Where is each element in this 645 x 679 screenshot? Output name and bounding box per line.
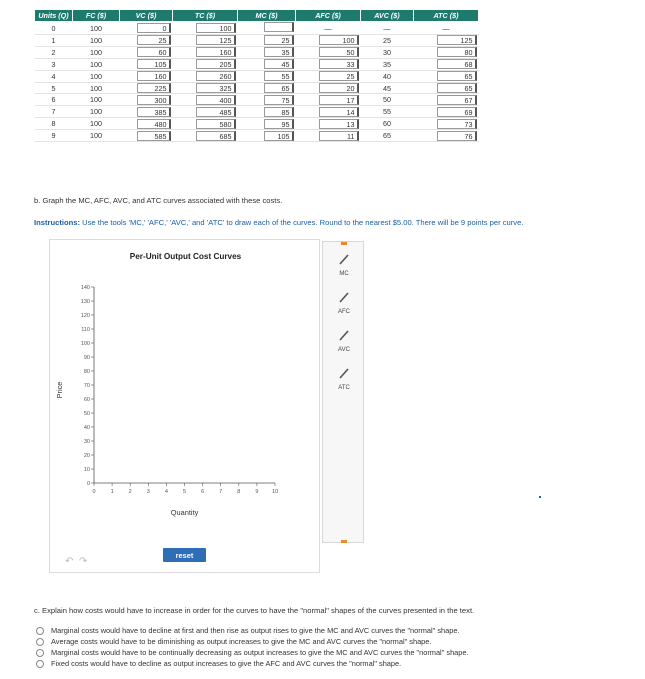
y-tick-label: 60 bbox=[83, 397, 90, 403]
vc-input[interactable]: 480 bbox=[137, 119, 171, 129]
cell-atc: — bbox=[414, 22, 479, 35]
afc-input[interactable]: 50 bbox=[319, 47, 359, 57]
atc-input[interactable]: 68 bbox=[437, 59, 477, 69]
tc-input[interactable]: 485 bbox=[196, 107, 236, 117]
afc-input[interactable]: 33 bbox=[319, 59, 359, 69]
instructions-text: Use the tools 'MC,' 'AFC,' 'AVC,' and 'ATC' to draw each of the curves. Round to the nearest $5.00. There will be 9 points per curve. bbox=[82, 218, 524, 227]
cell-atc bbox=[414, 70, 479, 82]
cell-vc bbox=[120, 130, 173, 142]
cell-fc: 100 bbox=[73, 58, 120, 70]
atc-input[interactable]: 69 bbox=[437, 107, 477, 117]
tc-input[interactable]: 205 bbox=[196, 59, 236, 69]
cell-tc bbox=[173, 22, 238, 35]
instructions-label: Instructions: bbox=[34, 218, 80, 227]
part-c-question: c. Explain how costs would have to increase in order for the curves to have the "normal" shapes of the curves presented in the text. bbox=[34, 606, 475, 615]
cell-mc bbox=[238, 82, 296, 94]
cell-vc bbox=[120, 58, 173, 70]
tool-label: ATC bbox=[338, 385, 350, 391]
y-tick-label: 90 bbox=[83, 355, 90, 361]
undo-icon[interactable]: ↶ bbox=[65, 556, 74, 567]
y-tick-label: 10 bbox=[83, 467, 90, 473]
tc-input[interactable]: 580 bbox=[196, 119, 236, 129]
choice-option[interactable] bbox=[36, 648, 469, 657]
header-units: Units (Q) bbox=[35, 10, 73, 22]
cell-mc bbox=[238, 130, 296, 142]
cell-q: 2 bbox=[35, 46, 73, 58]
afc-input[interactable]: 14 bbox=[319, 107, 359, 117]
cell-fc: 100 bbox=[73, 70, 120, 82]
vc-input[interactable]: 585 bbox=[137, 131, 171, 141]
cell-afc bbox=[296, 130, 361, 142]
cell-afc bbox=[296, 35, 361, 47]
cell-fc: 100 bbox=[73, 82, 120, 94]
cell-vc bbox=[120, 118, 173, 130]
header-avc: AVC ($) bbox=[361, 10, 414, 22]
afc-input[interactable]: 100 bbox=[319, 35, 359, 45]
y-tick-label: 50 bbox=[83, 411, 90, 417]
mc-input[interactable]: 65 bbox=[264, 83, 294, 93]
x-tick-label: 10 bbox=[271, 489, 279, 495]
mc-input[interactable]: 75 bbox=[264, 95, 294, 105]
cell-tc bbox=[173, 94, 238, 106]
part-b-text: b. Graph the MC, AFC, AVC, and ATC curves associated with these costs. bbox=[34, 196, 283, 205]
table-row bbox=[35, 35, 479, 47]
x-tick-label: 0 bbox=[92, 489, 96, 495]
x-tick-label: 9 bbox=[255, 489, 259, 495]
mc-input[interactable] bbox=[264, 22, 294, 32]
atc-input[interactable]: 80 bbox=[437, 47, 477, 57]
cell-mc bbox=[238, 106, 296, 118]
cell-afc bbox=[296, 106, 361, 118]
cell-mc bbox=[238, 35, 296, 47]
table-row bbox=[35, 46, 479, 58]
y-tick-label: 100 bbox=[80, 341, 90, 347]
cell-vc bbox=[120, 35, 173, 47]
x-tick-label: 7 bbox=[219, 489, 223, 495]
tool-afc[interactable] bbox=[323, 290, 365, 315]
vc-input[interactable]: 160 bbox=[137, 71, 171, 81]
choice-label: Average costs would have to be diminishing as output increases to give the MC and AVC curves the "normal" shape. bbox=[51, 637, 432, 646]
cell-avc: 60 bbox=[361, 118, 414, 130]
choice-label: Marginal costs would have to be continually decreasing as output increases to give the MC and AVC curves the "normal" shape. bbox=[51, 648, 469, 657]
mc-input[interactable]: 55 bbox=[264, 71, 294, 81]
afc-input[interactable]: 13 bbox=[319, 119, 359, 129]
tool-label: AFC bbox=[338, 309, 350, 315]
mc-input[interactable]: 25 bbox=[264, 35, 294, 45]
cell-avc: 35 bbox=[361, 58, 414, 70]
pencil-icon bbox=[339, 367, 349, 379]
radio-button[interactable] bbox=[36, 649, 44, 657]
choice-label: Fixed costs would have to decline as output increases to give the AFC and AVC curves the "normal" shape. bbox=[51, 659, 402, 668]
header-fc: FC ($) bbox=[73, 10, 120, 22]
choice-option[interactable] bbox=[36, 659, 401, 668]
vc-input[interactable]: 225 bbox=[137, 83, 171, 93]
cell-tc bbox=[173, 70, 238, 82]
choice-option[interactable] bbox=[36, 637, 431, 646]
stray-dot bbox=[539, 496, 541, 498]
cell-avc: 25 bbox=[361, 35, 414, 47]
cell-vc bbox=[120, 82, 173, 94]
tool-label: AVC bbox=[338, 347, 350, 353]
cell-fc: 100 bbox=[73, 22, 120, 35]
cell-vc bbox=[120, 70, 173, 82]
radio-button[interactable] bbox=[36, 638, 44, 646]
cell-mc bbox=[238, 70, 296, 82]
graph-panel[interactable] bbox=[49, 239, 320, 573]
atc-input[interactable]: 125 bbox=[437, 35, 477, 45]
palette-bottom-handle[interactable] bbox=[341, 540, 347, 543]
table-row bbox=[35, 70, 479, 82]
cell-atc bbox=[414, 58, 479, 70]
mc-input[interactable]: 105 bbox=[264, 131, 294, 141]
x-tick-label: 4 bbox=[164, 489, 168, 495]
cell-afc: — bbox=[296, 22, 361, 35]
header-vc: VC ($) bbox=[120, 10, 173, 22]
tc-input[interactable]: 685 bbox=[196, 131, 236, 141]
cell-fc: 100 bbox=[73, 35, 120, 47]
cell-q: 3 bbox=[35, 58, 73, 70]
cell-mc bbox=[238, 58, 296, 70]
y-tick-label: 140 bbox=[80, 285, 90, 291]
choice-label: Marginal costs would have to decline at first and then rise as output rises to give the MC and AVC curves the "normal" shape. bbox=[51, 626, 460, 635]
tool-avc[interactable] bbox=[323, 328, 365, 353]
cell-q: 5 bbox=[35, 82, 73, 94]
cell-vc bbox=[120, 46, 173, 58]
table-row bbox=[35, 106, 479, 118]
cell-avc: 40 bbox=[361, 70, 414, 82]
atc-input[interactable]: 73 bbox=[437, 119, 477, 129]
tool-mc[interactable] bbox=[323, 252, 365, 277]
cell-avc: 45 bbox=[361, 82, 414, 94]
cell-vc bbox=[120, 22, 173, 35]
tool-atc[interactable] bbox=[323, 366, 365, 391]
x-tick-label: 2 bbox=[128, 489, 132, 495]
chart-title: Per-Unit Output Cost Curves bbox=[129, 252, 242, 261]
atc-input[interactable]: 67 bbox=[437, 95, 477, 105]
mc-input[interactable]: 45 bbox=[264, 59, 294, 69]
tc-input[interactable]: 325 bbox=[196, 83, 236, 93]
cell-mc bbox=[238, 94, 296, 106]
radio-button[interactable] bbox=[36, 660, 44, 668]
cell-atc bbox=[414, 82, 479, 94]
cell-tc bbox=[173, 106, 238, 118]
vc-input[interactable]: 300 bbox=[137, 95, 171, 105]
afc-input[interactable]: 20 bbox=[319, 83, 359, 93]
x-tick-label: 8 bbox=[237, 489, 241, 495]
y-tick-label: 40 bbox=[83, 425, 90, 431]
cell-q: 4 bbox=[35, 70, 73, 82]
vc-input[interactable]: 25 bbox=[137, 35, 171, 45]
redo-icon[interactable]: ↷ bbox=[79, 556, 88, 567]
cell-vc bbox=[120, 94, 173, 106]
atc-input[interactable]: 65 bbox=[437, 83, 477, 93]
header-atc: ATC ($) bbox=[414, 10, 479, 22]
atc-input[interactable]: 65 bbox=[437, 71, 477, 81]
cell-q: 6 bbox=[35, 94, 73, 106]
x-tick-label: 1 bbox=[110, 489, 114, 495]
reset-button[interactable]: reset bbox=[163, 548, 206, 562]
cell-avc: 50 bbox=[361, 94, 414, 106]
vc-input[interactable]: 105 bbox=[137, 59, 171, 69]
cell-atc bbox=[414, 35, 479, 47]
table-row bbox=[35, 22, 479, 35]
cell-tc bbox=[173, 35, 238, 47]
tc-input[interactable]: 100 bbox=[196, 23, 236, 33]
header-mc: MC ($) bbox=[238, 10, 296, 22]
cell-vc bbox=[120, 106, 173, 118]
y-tick-label: 120 bbox=[80, 313, 90, 319]
cell-atc bbox=[414, 130, 479, 142]
cell-q: 8 bbox=[35, 118, 73, 130]
afc-input[interactable]: 25 bbox=[319, 71, 359, 81]
table-row bbox=[35, 94, 479, 106]
cell-mc bbox=[238, 46, 296, 58]
header-afc: AFC ($) bbox=[296, 10, 361, 22]
tc-input[interactable]: 125 bbox=[196, 35, 236, 45]
cell-mc bbox=[238, 118, 296, 130]
mc-input[interactable]: 95 bbox=[264, 119, 294, 129]
x-tick-label: 5 bbox=[182, 489, 187, 495]
cell-afc bbox=[296, 70, 361, 82]
y-axis-label: Price bbox=[55, 381, 64, 399]
cell-atc bbox=[414, 106, 479, 118]
cost-table bbox=[34, 9, 479, 142]
instructions bbox=[34, 218, 523, 227]
palette-top-handle[interactable] bbox=[341, 242, 347, 245]
x-axis-label: Quantity bbox=[170, 508, 199, 517]
table-row bbox=[35, 58, 479, 70]
cell-avc: — bbox=[361, 22, 414, 35]
y-tick-label: 0 bbox=[86, 481, 90, 487]
cell-tc bbox=[173, 46, 238, 58]
pencil-icon bbox=[339, 291, 349, 303]
cell-afc bbox=[296, 58, 361, 70]
cost-curve-chart[interactable] bbox=[50, 240, 321, 574]
y-tick-label: 70 bbox=[83, 383, 90, 389]
cell-atc bbox=[414, 94, 479, 106]
vc-input[interactable]: 385 bbox=[137, 107, 171, 117]
choice-option[interactable] bbox=[36, 626, 460, 635]
vc-input[interactable]: 0 bbox=[137, 23, 171, 33]
table-header-row bbox=[35, 10, 479, 22]
cell-avc: 65 bbox=[361, 130, 414, 142]
drawing-tools-palette bbox=[322, 241, 364, 543]
cell-afc bbox=[296, 46, 361, 58]
table-row bbox=[35, 82, 479, 94]
part-b-prompt bbox=[34, 196, 282, 205]
header-tc: TC ($) bbox=[173, 10, 238, 22]
y-tick-label: 30 bbox=[83, 439, 90, 445]
cell-atc bbox=[414, 46, 479, 58]
cell-fc: 100 bbox=[73, 106, 120, 118]
cell-afc bbox=[296, 94, 361, 106]
y-tick-label: 130 bbox=[80, 299, 90, 305]
x-tick-label: 3 bbox=[146, 489, 150, 495]
table-row bbox=[35, 118, 479, 130]
cell-tc bbox=[173, 118, 238, 130]
cell-q: 7 bbox=[35, 106, 73, 118]
pencil-icon bbox=[339, 329, 349, 341]
cell-fc: 100 bbox=[73, 46, 120, 58]
vc-input[interactable]: 60 bbox=[137, 47, 171, 57]
radio-button[interactable] bbox=[36, 627, 44, 635]
cell-tc bbox=[173, 58, 238, 70]
y-tick-label: 110 bbox=[81, 327, 90, 333]
mc-input[interactable]: 85 bbox=[264, 107, 294, 117]
cell-q: 1 bbox=[35, 35, 73, 47]
cell-fc: 100 bbox=[73, 94, 120, 106]
tc-input[interactable]: 260 bbox=[196, 71, 236, 81]
cell-avc: 55 bbox=[361, 106, 414, 118]
pencil-icon bbox=[339, 253, 349, 265]
x-tick-label: 6 bbox=[201, 489, 205, 495]
cell-q: 9 bbox=[35, 130, 73, 142]
mc-input[interactable]: 35 bbox=[264, 47, 294, 57]
atc-input[interactable]: 76 bbox=[437, 131, 477, 141]
cell-afc bbox=[296, 118, 361, 130]
y-tick-label: 20 bbox=[83, 453, 90, 459]
y-tick-label: 80 bbox=[83, 369, 90, 375]
cell-fc: 100 bbox=[73, 118, 120, 130]
cell-q: 0 bbox=[35, 22, 73, 35]
cell-tc bbox=[173, 82, 238, 94]
cell-tc bbox=[173, 130, 238, 142]
cell-avc: 30 bbox=[361, 46, 414, 58]
tool-label: MC bbox=[339, 271, 349, 277]
tc-input[interactable]: 160 bbox=[196, 47, 236, 57]
afc-input[interactable]: 17 bbox=[319, 95, 359, 105]
tc-input[interactable]: 400 bbox=[196, 95, 236, 105]
table-row bbox=[35, 130, 479, 142]
cell-atc bbox=[414, 118, 479, 130]
afc-input[interactable]: 11 bbox=[319, 131, 359, 141]
cell-afc bbox=[296, 82, 361, 94]
cell-fc: 100 bbox=[73, 130, 120, 142]
cell-mc bbox=[238, 22, 296, 35]
